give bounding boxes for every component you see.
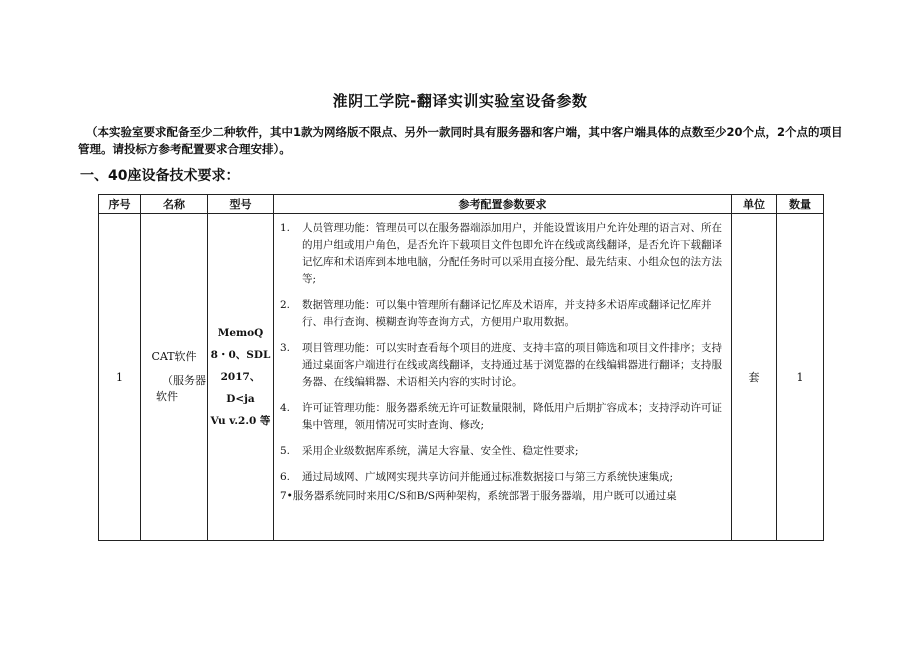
requirement-item	[280, 469, 725, 486]
cell-requirements	[274, 214, 732, 541]
requirement-item	[280, 297, 725, 331]
section-heading: 一、40座设备技术要求：	[80, 168, 240, 184]
equipment-spec-table	[98, 194, 824, 541]
document-title: 淮阴工学院-翻译实训实验室设备参数	[332, 92, 588, 110]
header-no: 序号	[99, 195, 141, 214]
requirement-number: 1.	[280, 222, 291, 234]
table-header-row	[99, 195, 824, 214]
table-row	[99, 214, 824, 541]
model-line: MemoQ	[217, 327, 264, 339]
model-line: Vu v.2.0 等	[210, 415, 271, 427]
header-unit: 单位	[732, 195, 777, 214]
cell-model	[208, 214, 274, 541]
requirement-number: 4.	[280, 402, 291, 414]
requirement-number: 2.	[280, 299, 291, 311]
requirement-text: 采用企业级数据库系统，满足大容量、安全性、稳定性要求;	[302, 445, 579, 457]
requirement-text: 通过局域网、广域网实现共享访问并能通过标准数据接口与第三方系统快速集成;	[302, 471, 674, 483]
requirement-item	[280, 443, 725, 460]
requirement-item	[280, 340, 725, 391]
requirement-number: 3.	[280, 342, 291, 354]
cell-name	[141, 214, 208, 541]
header-name: 名称	[141, 195, 208, 214]
requirement-text: 项目管理功能：可以实时查看每个项目的进度、支持丰富的项目筛选和项目文件排序；支持通过桌面客户端进行在线或离线翻译，支持通过基于浏览器的在线编辑器进行翻译；支持服务器、在线编辑器、术语相关内容的实时讨论。	[302, 342, 722, 388]
header-model: 型号	[208, 195, 274, 214]
name-line: CAT软件	[151, 350, 197, 363]
header-requirements: 参考配置参数要求	[274, 195, 732, 214]
requirement-item	[280, 400, 725, 434]
cell-unit: 套	[732, 214, 777, 541]
requirement-item-7: 7•服务器系统同时来用C/S和B/S两种架构，系统部署于服务器端，用户既可以通过桌	[280, 490, 677, 502]
header-qty: 数量	[777, 195, 824, 214]
requirement-number: 5.	[280, 445, 291, 457]
requirement-item	[280, 220, 725, 288]
cell-qty: 1	[777, 214, 824, 541]
requirement-text: 许可证管理功能：服务器系统无许可证数量限制，降低用户后期扩容成本；支持浮动许可证集中管理，领用情况可实时查询、修改;	[302, 402, 722, 431]
requirement-number: 6.	[280, 471, 291, 483]
requirement-text: 人员管理功能：管理员可以在服务器端添加用户，并能设置该用户允许处理的语言对、所在的用户组或用户角色，是否允许下载项目文件包即允许在线或离线翻译，是否允许下载翻译记忆库和术语库到本地电脑，分配任务时可以采用直接分配、最先结束、小组众包的法方法等;	[302, 222, 722, 285]
requirement-note: （本实验室要求配备至少二种软件，其中1款为网络版不限点、另外一款同时具有服务器和客户端，其中客户端具体的点数至少20个点，2个点的项目管理。请投标方参考配置要求合理安排）。	[78, 125, 843, 156]
cell-no: 1	[99, 214, 141, 541]
name-line: 软件	[156, 390, 178, 403]
model-line: 8・0、SDL	[210, 349, 271, 361]
name-line: （服务器	[162, 374, 206, 387]
requirement-text: 数据管理功能：可以集中管理所有翻译记忆库及术语库，并支持多术语库或翻译记忆库并行、串行查询、模糊查询等查询方式，方便用户取用数据。	[302, 299, 712, 328]
model-line: 2017、D<ja	[220, 371, 261, 405]
